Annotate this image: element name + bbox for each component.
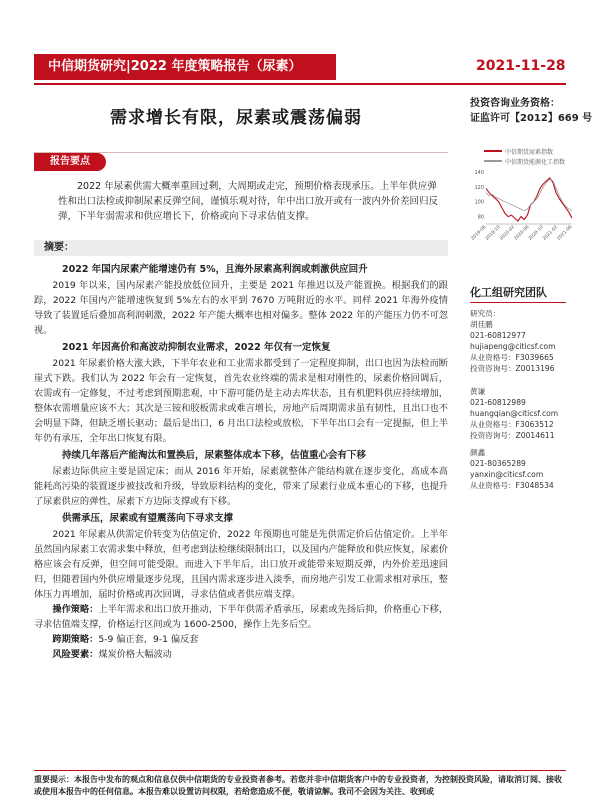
analyst-block xyxy=(470,447,554,491)
team-title: 化工组研究团队 xyxy=(470,286,547,299)
summary-box xyxy=(34,152,448,229)
section-paragraph: 2021 年尿素价格大涨大跌，下半年农业和工业需求都受到了一定程度抑制，出口也因为法检而断崖式下跌。我们认为 2022 年会有一定恢复，首先农业终端的需求是相对刚性的，尿素价格回调后，农需或有一定修复，不过考虑到预期悲观，中下游可能仍是主动去库状态，且有机肥料供应持续增加，整体农需增量应该不大；其次是三铵和胶板需求或难言增长，房地产后周期需求虽有韧性，且出口也不会明显下降，但缺乏增长驱动；最后是出口，6 月出口法检或放松，下半年出口会有一定提振，但上半年仍有承压，全年出口恢复有限。 xyxy=(34,358,448,444)
strategy-calendar xyxy=(34,632,448,647)
section-paragraph: 2021 年尿素从供需定价转变为估值定价，2022 年预期也可能是先供需定价后估值定价。上半年虽然国内尿素工农需求集中释放，但考虑到法检继续限制出口，以及国内产能释放和供应恢复，尿素价格应该会有反弹，但空间可能受限。而进入下半年后，出口放开或能带来短期反弹，内外价差迅速回归，但随着国内外供应增量逐步兑现，且国内需求逐步进入淡季，而房地产引发工业需求相对承压，整体压力再增加，届时价格或再次回调，寻求估值或者供应端支撑。 xyxy=(34,529,448,600)
x-tick-label: 2019-06 xyxy=(470,224,488,242)
abstract-body xyxy=(34,260,448,662)
legend-label-urea: 中信期货尿素指数 xyxy=(505,148,554,156)
x-tick-label: 2021-06 xyxy=(556,224,574,242)
x-tick-label: 2021-02 xyxy=(542,224,560,242)
strategy-risk xyxy=(34,647,448,662)
section-heading: 2022 年国内尿素产能增速仍有 5%，且海外尿素高利润或刺激供应回升 xyxy=(62,264,368,275)
legend-item-urea xyxy=(484,146,565,156)
cert-line-2: 证监许可【2012】669 号 xyxy=(470,113,593,124)
team-divider xyxy=(470,302,566,303)
strategy-text: 煤炭价格大幅波动 xyxy=(98,649,172,660)
x-tick-label: 2020-02 xyxy=(499,224,517,242)
y-tick-label: 120 xyxy=(474,184,484,191)
analyst-phone: 021-60812989 xyxy=(470,398,526,407)
chart-legend xyxy=(484,146,565,166)
report-banner: 中信期货研究|2022 年度策略报告（尿素） xyxy=(34,54,336,80)
legend-swatch-energy xyxy=(484,160,502,162)
strategy-text: 5-9 偏正套，9-1 偏反套 xyxy=(98,634,199,645)
analyst-email[interactable]: hujiapeng@citicsf.com xyxy=(470,342,556,351)
summary-tag: 报告要点 xyxy=(34,153,106,171)
analyst-name: 胡佳鹏 xyxy=(470,320,493,329)
y-tick-label: 80 xyxy=(477,214,484,221)
y-tick-label: 140 xyxy=(474,170,484,176)
series-line-1 xyxy=(486,179,572,210)
analyst-cert: 投资咨询号：Z0013196 xyxy=(470,364,555,373)
index-chart-panel xyxy=(466,146,576,246)
strategy-label: 跨期策略： xyxy=(52,634,99,645)
header-divider xyxy=(34,83,566,85)
section-paragraph: 2019 年以来，国内尿素产能投放低位回升，主要是 2021 年推迟以及产能置换。根据我们的跟踪，2022 年国内产能增速恢复到 5%左右的水平到 7670 万吨附近的水平。同样 2021 年海外疫情导致了装置延后叠加高利润刺激，2022 年产能大概率也相对偏多。整体 2022 年的产能压力仍不可忽视。 xyxy=(34,280,448,336)
summary-text: 2022 年尿素供需大概率重回过剩，大周期或走完，预期价格表现承压。上半年供应弹性和出口法检或抑制尿素反弹空间，谨慎乐观对待，年中出口放开或有一波内外价差回归反弹，下半年弱需求和供应增长下，价格或向下寻求估值支撑。 xyxy=(58,181,439,222)
analyst-phone: 021-60812977 xyxy=(470,331,526,340)
strategy-text: 上半年需求和出口放开推动，下半年供需矛盾承压，尿素或先扬后抑，价格重心下移，寻求估值端支撑，价格运行区间或为 1600-2500，操作上先多后空。 xyxy=(34,604,449,630)
analyst-cert: 从业资格号：F3039665 xyxy=(470,353,554,362)
legend-label-energy: 中信期货能源化工指数 xyxy=(505,158,566,166)
report-title: 需求增长有限，尿素或震荡偏弱 xyxy=(110,108,362,128)
abstract-heading: 摘要： xyxy=(34,240,448,256)
researcher-label: 研究员： xyxy=(470,309,501,318)
strategy-label: 风险要素： xyxy=(52,649,99,660)
legend-item-energy xyxy=(484,156,565,166)
analyst-cert: 从业资格号：F3048534 xyxy=(470,481,554,490)
x-tick-label: 2020-10 xyxy=(527,224,545,242)
certification xyxy=(470,96,592,126)
index-line-chart xyxy=(466,168,576,248)
legend-swatch-urea xyxy=(484,150,502,152)
strategy-operation xyxy=(34,602,448,632)
cert-line-1: 投资咨询业务资格： xyxy=(470,98,560,109)
y-tick-label: 100 xyxy=(474,199,484,206)
analyst-cert: 投资咨询号：Z0014611 xyxy=(470,431,555,440)
analyst-email[interactable]: huangqian@citicsf.com xyxy=(470,409,559,418)
x-tick-label: 2019-10 xyxy=(484,224,502,242)
disclaimer-footer: 重要提示：本报告中发布的观点和信息仅供中信期货的专业投资者参考。若您并非中信期货客户中的专业投资者，为控制投资风险，请取消订阅、接收或使用本报告中的任何信息。本报告难以设置访问权限，若给您造成不便，敬请谅解。我司不会因为关注、收到或 xyxy=(34,770,566,798)
analyst-phone: 021-80365289 xyxy=(470,459,526,468)
section-paragraph: 尿素边际供应主要是固定床；而从 2016 年开始，尿素就整体产能结构就在逐步变化，高成本高能耗高污染的装置逐步被技改和升级，导致原料结构的变化，带来了尿素行业成本重心的下移，也提升了尿素供应的弹性，尿素下方边际支撑或有下移。 xyxy=(34,466,448,507)
series-line-0 xyxy=(486,178,572,221)
section-heading: 供需承压，尿素或有望震荡向下寻求支撑 xyxy=(62,513,234,524)
analyst-email[interactable]: yanxin@citicsf.com xyxy=(470,470,544,479)
analyst-block xyxy=(470,386,558,441)
analyst-name: 黄谦 xyxy=(470,387,486,396)
section-heading: 2021 年因高价和高波动抑制农业需求，2022 年仅有一定恢复 xyxy=(62,342,331,353)
strategy-label: 操作策略： xyxy=(52,604,99,615)
report-date: 2021-11-28 xyxy=(476,58,566,74)
x-tick-label: 2020-06 xyxy=(513,224,531,242)
analyst-name: 颜鑫 xyxy=(470,448,486,457)
analyst-cert: 从业资格号：F3063512 xyxy=(470,420,554,429)
section-heading: 持续几年落后产能淘汰和置换后，尿素整体成本下移，估值重心会有下移 xyxy=(62,450,367,461)
analyst-block xyxy=(470,308,555,374)
